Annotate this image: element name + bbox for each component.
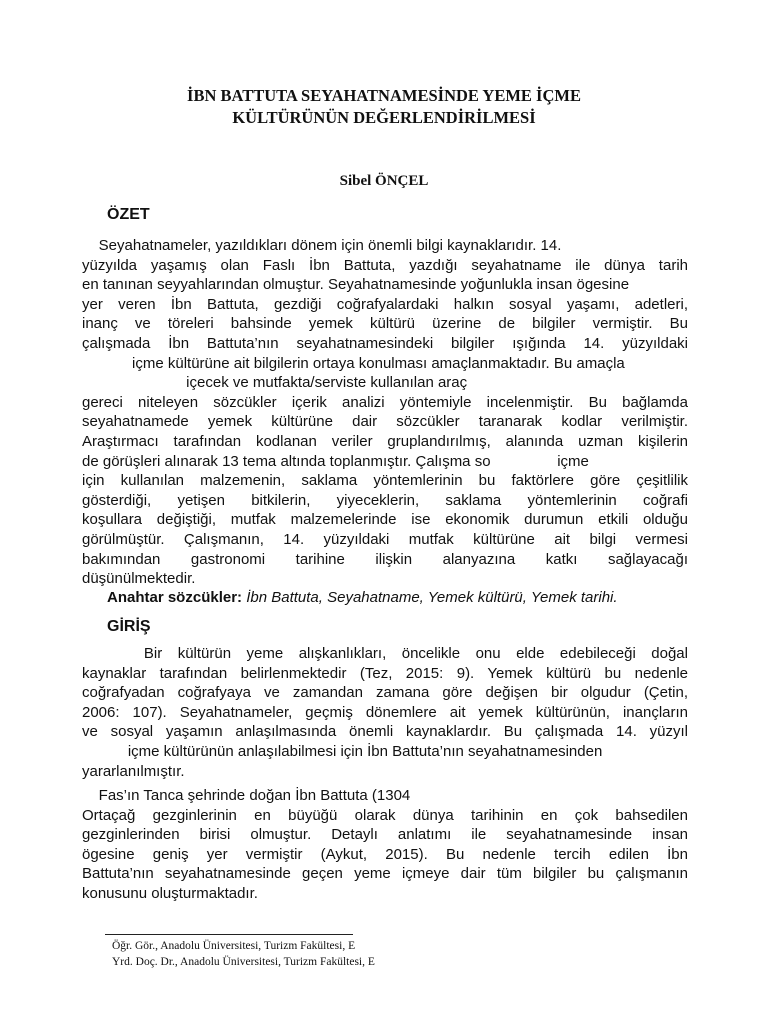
abstract-line: içme kültürüne ait bilgilerin ortaya konulması amaçlanmaktadır. Bu amaçla xyxy=(82,354,625,372)
intro-line: Battuta’nın seyahatnamesinde geçen yeme içmeye dair tüm bilgiler bu çalışmanın xyxy=(82,865,688,883)
intro-line: kaynaklar tarafından belirlenmektedir (Tez, 2015: 9). Yemek kültürü bu nedenle xyxy=(82,664,688,682)
footnote-2: Yrd. Doç. Dr., Anadolu Üniversitesi, Turizm Fakültesi, E xyxy=(112,956,375,968)
abstract-line: görülmüştür. Çalışmanın, 14. yüzyıldaki mutfak kültürüne ait bilgi vermesi xyxy=(82,530,688,548)
author-name: Sibel ÖNÇEL xyxy=(339,173,429,189)
intro-line: Ortaçağ gezginlerinin en büyüğü olarak dünya tarihinin en çok bahsedilen xyxy=(82,806,688,824)
intro-line: coğrafyadan coğrafyaya ve zamandan zamana göre değişen bir olgudur (Çetin, xyxy=(82,684,688,702)
intro-line: gezginlerinden birisi olmuştur. Detaylı anlatımı ile seyahatnamesinde insan xyxy=(82,826,688,844)
intro-line: Fas’ın Tanca şehrinde doğan İbn Battuta (1304 xyxy=(82,787,411,804)
intro-line: yararlanılmıştır. xyxy=(82,762,185,780)
keywords-label: Anahtar sözcükler: xyxy=(107,589,243,606)
intro-line: konusunu oluşturmaktadır. xyxy=(82,884,258,902)
abstract-line: seyahatnamede yemek kültürüne dair sözcükler taranarak kodlar verilmiştir. xyxy=(82,413,688,431)
title-line-2: KÜLTÜRÜNÜN DEĞERLENDİRİLMESİ xyxy=(232,108,536,127)
abstract-line: inanç ve töreleri bahsinde yemek kültürü üzerine de bilgiler vermiştir. Bu xyxy=(82,315,688,333)
abstract-line: içecek ve mutfakta/serviste kullanılan araç xyxy=(82,374,468,392)
intro-line: içme kültürünün anlaşılabilmesi için İbn Battuta’nın seyahatnamesinden xyxy=(82,742,603,760)
footnote-1: Öğr. Gör., Anadolu Üniversitesi, Turizm Fakültesi, E xyxy=(112,940,356,952)
keywords-list: İbn Battuta, Seyahatname, Yemek kültürü, Yemek tarihi. xyxy=(242,589,618,606)
abstract-line: gösterdiği, yetişen bitkilerin, yiyeceklerin, saklama yöntemlerinin coğrafi xyxy=(82,491,688,509)
abstract-line: bakımından gastronomi tarihine ilişkin alanyazına katkı sağlayacağı xyxy=(82,550,688,568)
intro-line: 2006: 107). Seyahatnameler, geçmiş dönemlere ait yemek kültürünün, inançların xyxy=(82,703,688,721)
title-line-1: İBN BATTUTA SEYAHATNAMESİNDE YEME İÇME xyxy=(187,86,581,105)
intro-heading: GİRİŞ xyxy=(107,618,151,635)
intro-line: ögesine geniş yer vermiştir (Aykut, 2015). Bu nedenle tercih edilen İbn xyxy=(82,845,688,863)
abstract-line: yer veren İbn Battuta, gezdiği coğrafyalardaki halkın sosyal yaşamı, adetleri, xyxy=(82,295,688,313)
abstract-line: düşünülmektedir. xyxy=(82,570,196,588)
abstract-line: Seyahatnameler, yazıldıkları dönem için önemli bilgi kaynaklarıdır. 14. xyxy=(82,237,562,254)
abstract-line: çalışmada İbn Battuta’nın seyahatnamesindeki bilgiler ışığında 14. yüzyıldaki xyxy=(82,334,688,352)
intro-line: Bir kültürün yeme alışkanlıkları, öncelikle onu elde edebileceği doğal xyxy=(82,645,688,662)
abstract-line: en tanınan seyyahlarından olmuştur. Seyahatnamesinde yoğunlukla insan ögesine xyxy=(82,276,630,294)
abstract-line: yüzyılda yaşamış olan Faslı İbn Battuta, yazdığı seyahatname ile dünya tarih xyxy=(82,256,688,274)
abstract-line: Araştırmacı tarafından kodlanan veriler gruplandırılmış, alanında uzman kişilerin xyxy=(82,432,688,450)
abstract-line: koşullara değiştiği, mutfak malzemelerinde ise ekonomik durumun etkili olduğu xyxy=(82,511,688,529)
intro-paragraph-2 xyxy=(82,786,688,904)
intro-paragraph-1 xyxy=(82,644,688,781)
abstract-line: gereci niteleyen sözcükler içerik analizi yöntemiyle incelenmiştir. Bu bağlamda xyxy=(82,393,688,411)
abstract-line: de görüşleri alınarak 13 tema altında toplanmıştır. Çalışma so içme xyxy=(82,452,589,470)
abstract-paragraph xyxy=(82,236,688,589)
abstract-heading: ÖZET xyxy=(107,206,150,223)
intro-line: ve sosyal yaşamın anlaşılmasında önemli kaynaklardır. Bu çalışmada 14. yüzyıl xyxy=(82,723,688,741)
footnote-divider xyxy=(105,934,353,935)
keywords xyxy=(107,589,618,606)
article-title xyxy=(90,85,678,129)
abstract-line: için kullanılan malzemenin, saklama yöntemlerinin bu faktörlere göre çeşitlilik xyxy=(82,472,688,490)
